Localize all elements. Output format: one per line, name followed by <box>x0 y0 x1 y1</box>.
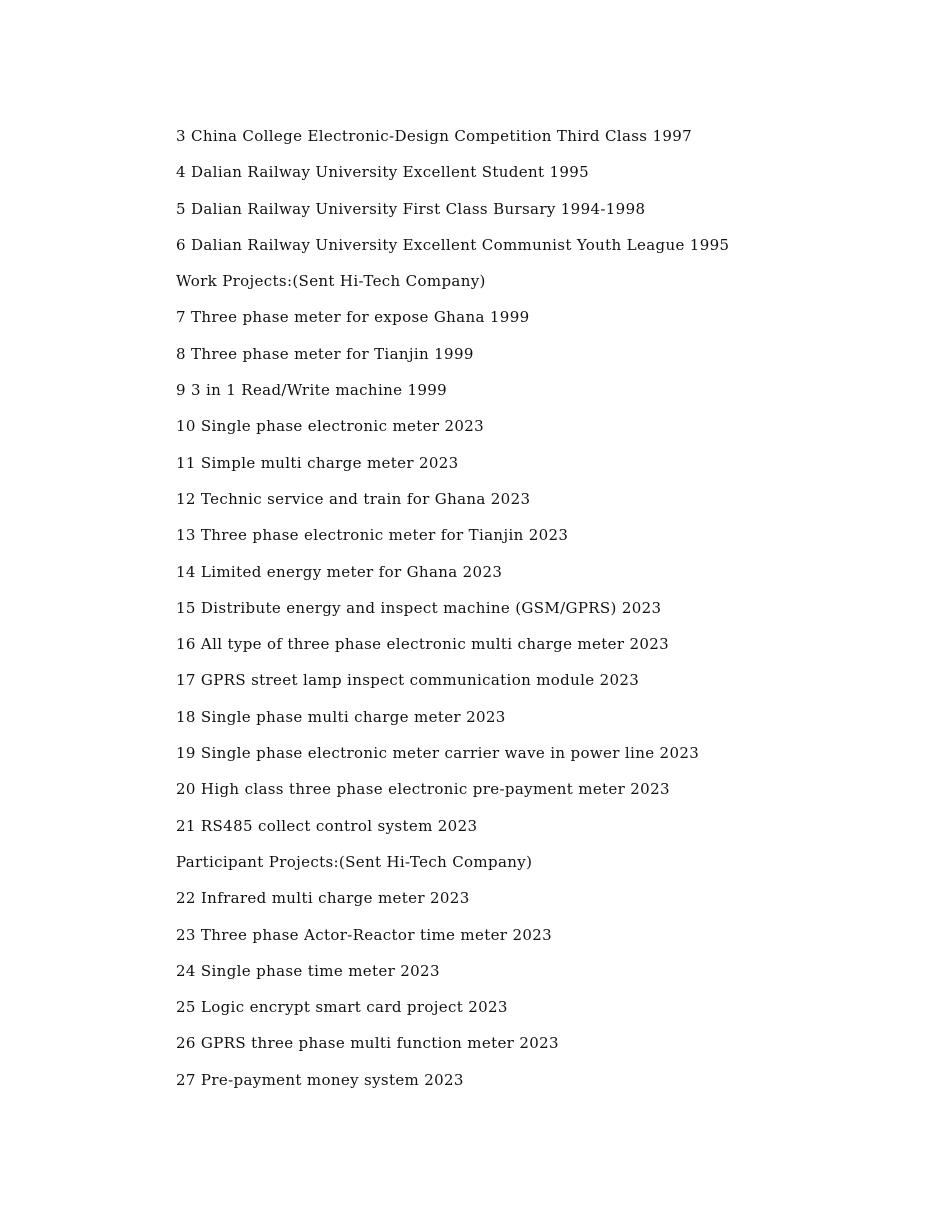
award-item: 4 Dalian Railway University Excellent Student 1995 <box>176 163 590 182</box>
project-item: 7 Three phase meter for expose Ghana 1999 <box>176 308 530 327</box>
project-item: 26 GPRS three phase multi function meter 2023 <box>176 1034 559 1053</box>
award-item: 6 Dalian Railway University Excellent Communist Youth League 1995 <box>176 235 730 254</box>
section-heading-work-projects: Work Projects:(Sent Hi-Tech Company) <box>176 272 486 291</box>
project-item: 14 Limited energy meter for Ghana 2023 <box>176 562 503 581</box>
project-item: 27 Pre-payment money system 2023 <box>176 1070 464 1089</box>
project-item: 19 Single phase electronic meter carrier wave in power line 2023 <box>176 744 700 763</box>
project-item: 12 Technic service and train for Ghana 2023 <box>176 489 531 508</box>
project-item: 20 High class three phase electronic pre-payment meter 2023 <box>176 780 670 799</box>
award-item: 5 Dalian Railway University First Class Bursary 1994-1998 <box>176 199 646 218</box>
document-body <box>176 118 896 1098</box>
project-item: 9 3 in 1 Read/Write machine 1999 <box>176 381 448 400</box>
project-item: 18 Single phase multi charge meter 2023 <box>176 707 506 726</box>
project-item: 22 Infrared multi charge meter 2023 <box>176 889 470 908</box>
project-item: 13 Three phase electronic meter for Tianjin 2023 <box>176 526 569 545</box>
project-item: 11 Simple multi charge meter 2023 <box>176 453 459 472</box>
project-item: 24 Single phase time meter 2023 <box>176 961 440 980</box>
section-heading-participant-projects: Participant Projects:(Sent Hi-Tech Company) <box>176 852 533 871</box>
project-item: 10 Single phase electronic meter 2023 <box>176 417 485 436</box>
project-item: 16 All type of three phase electronic multi charge meter 2023 <box>176 635 670 654</box>
project-item: 23 Three phase Actor-Reactor time meter 2023 <box>176 925 553 944</box>
project-item: 8 Three phase meter for Tianjin 1999 <box>176 344 474 363</box>
project-item: 25 Logic encrypt smart card project 2023 <box>176 998 508 1017</box>
project-item: 15 Distribute energy and inspect machine (GSM/GPRS) 2023 <box>176 598 662 617</box>
award-item: 3 China College Electronic-Design Competition Third Class 1997 <box>176 127 693 145</box>
project-item: 21 RS485 collect control system 2023 <box>176 816 478 835</box>
project-item: 17 GPRS street lamp inspect communication module 2023 <box>176 671 640 690</box>
